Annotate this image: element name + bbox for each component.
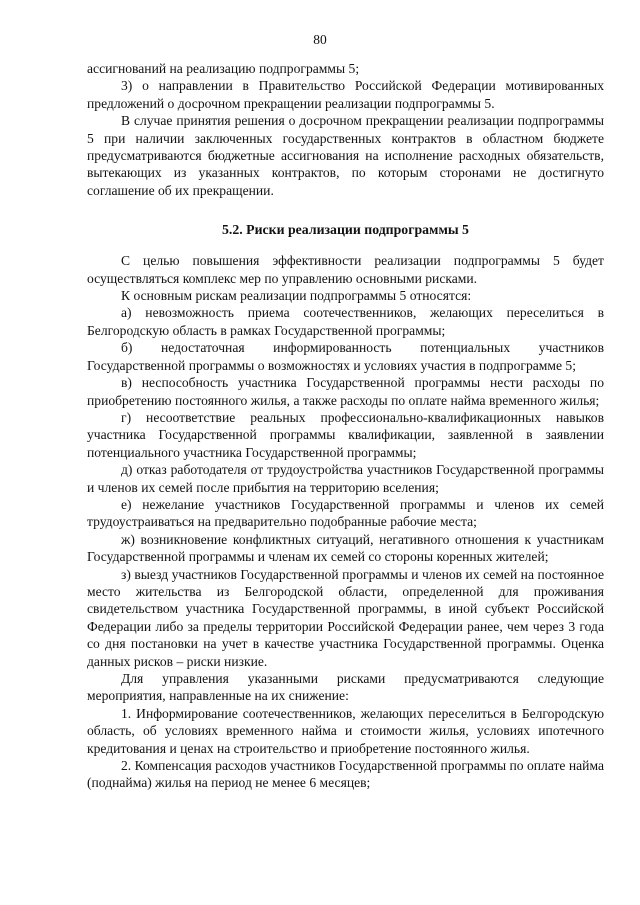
- document-body: [87, 60, 604, 792]
- list-item: г) несоответствие реальных профессионально-квалификационных навыков участника Государственной программы квалификации, заявленной в заявлении потенциального участника Государственной программы;: [87, 409, 604, 460]
- list-item: з) выезд участников Государственной программы и членов их семей на постоянное место жительства из Белгородской области, определенной для проживания свидетельством участника Государственной программы, в иной субъект Российской Федерации либо за пределы территории Российской Федерации ранее, чем через 3 года со дня постановки на учет в качестве участника Государственной программы. Оценка данных рисков – риски низкие.: [87, 566, 604, 669]
- list-item: д) отказ работодателя от трудоустройства участников Государственной программы и членов их семей после прибытия на территорию вселения;: [87, 462, 604, 495]
- list-item: 2. Компенсация расходов участников Государственной программы по оплате найма (поднайма) жилья на период не менее 6 месяцев;: [87, 758, 604, 791]
- section-title: 5.2. Риски реализации подпрограммы 5: [222, 222, 469, 238]
- list-item: б) недостаточная информированность потенциальных участников Государственной программы о возможностях и условиях участия в подпрограмме 5;: [87, 340, 604, 373]
- paragraph: К основным рискам реализации подпрограммы 5 относятся:: [121, 288, 472, 304]
- page-number: 80: [313, 32, 327, 47]
- paragraph: 3) о направлении в Правительство Российской Федерации мотивированных предложений о досрочном прекращении реализации подпрограммы 5.: [87, 78, 604, 111]
- paragraph: В случае принятия решения о досрочном прекращении реализации подпрограммы 5 при наличии заключенных государственных контрактов в областном бюджете предусматриваются бюджетные ассигнования на исполнение расходных обязательств, вытекающих из указанных контрактов, по которым сторонами не достигнуто соглашение об их прекращении.: [87, 113, 604, 198]
- list-item: а) невозможность приема соотечественников, желающих переселиться в Белгородскую область в рамках Государственной программы;: [87, 305, 604, 338]
- list-item: в) неспособность участника Государственной программы нести расходы по приобретению постоянного жилья, а также расходы по оплате найма временного жилья;: [87, 375, 604, 408]
- paragraph: ассигнований на реализацию подпрограммы 5;: [87, 61, 360, 76]
- list-item: 1. Информирование соотечественников, желающих переселиться в Белгородскую область, об условиях временного найма и стоимости жилья, условиях ипотечного кредитования и ценах на строительство и приобретение постоянного жилья.: [87, 705, 604, 756]
- paragraph: Для управления указанными рисками предусматриваются следующие мероприятия, направленные на их снижение:: [87, 671, 604, 704]
- list-item: ж) возникновение конфликтных ситуаций, негативного отношения к участникам Государственной программы и членам их семей со стороны коренных жителей;: [87, 531, 604, 565]
- paragraph: С целью повышения эффективности реализации подпрограммы 5 будет осуществляться комплекс мер по управлению основными рисками.: [87, 253, 604, 286]
- list-item: е) нежелание участников Государственной программы и членов их семей трудоустраиваться на предварительно подобранные рабочие места;: [87, 496, 604, 530]
